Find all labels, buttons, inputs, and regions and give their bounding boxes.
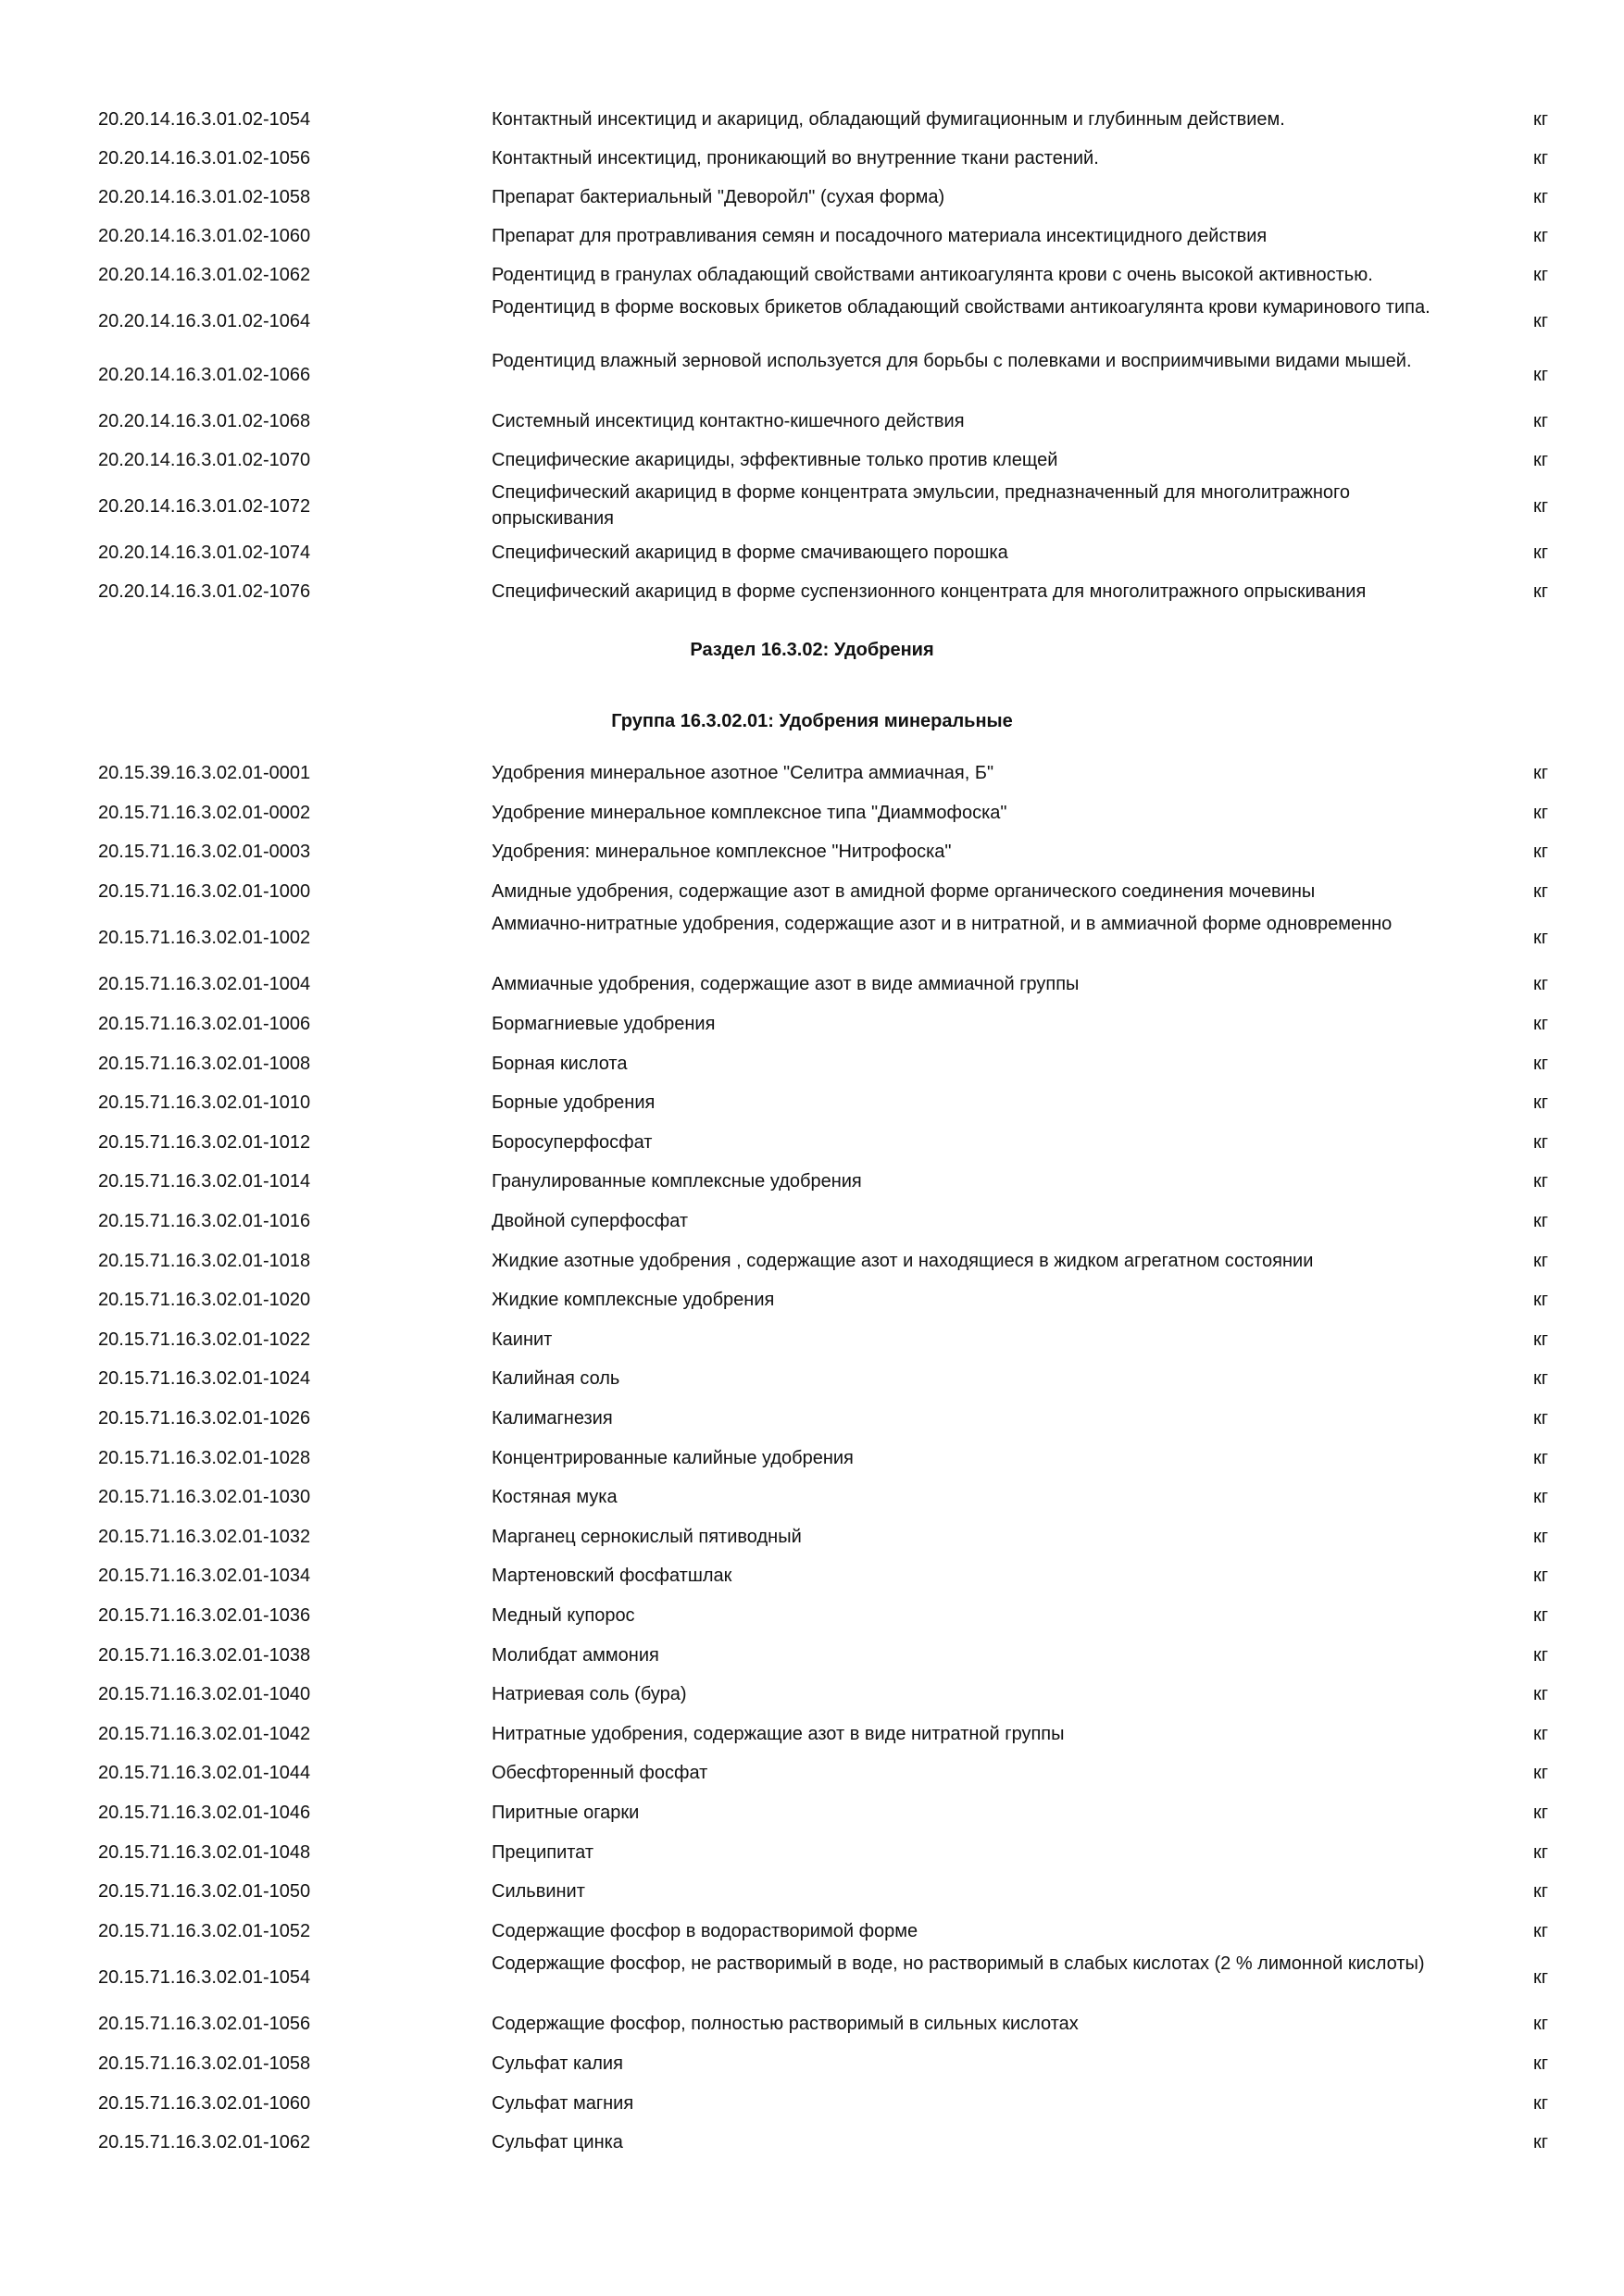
table-row [0,832,1624,872]
row-unit: кг [1533,1368,1549,1390]
row-name: Калимагнезия [492,1408,613,1429]
table-row [0,1399,1624,1439]
row-unit: кг [1533,1526,1549,1547]
row-unit: кг [1533,265,1549,285]
row-unit: кг [1533,411,1549,431]
row-code: 20.15.71.16.3.02.01-1032 [98,1526,311,1547]
row-name: Удобрение минеральное комплексное типа "Диаммофоска" [492,802,1007,823]
row-code: 20.15.71.16.3.02.01-1036 [98,1605,311,1626]
group-heading: Группа 16.3.02.01: Удобрения минеральные [611,711,1013,731]
row-unit: кг [1533,1250,1549,1271]
row-unit: кг [1533,1329,1549,1350]
row-unit: кг [1533,2014,1549,2035]
row-unit: кг [1533,1408,1549,1429]
table-row [0,402,1624,441]
row-code: 20.20.14.16.3.01.02-1076 [98,581,311,602]
row-unit: кг [1533,226,1549,246]
row-name: Сульфат цинка [492,2132,623,2153]
table-row [0,2123,1624,2163]
row-code: 20.15.71.16.3.02.01-1002 [98,928,311,949]
row-code: 20.15.71.16.3.02.01-1054 [98,1967,311,1989]
table-row [0,1951,1624,2004]
table-row [0,1004,1624,1044]
row-name: Специфический акарицид в форме концентрата эмульсии, предназначенный для многолитражного опрыскивания [492,482,1350,529]
row-name: Медный купорос [492,1605,635,1626]
row-name: Нитратные удобрения, содержащие азот в виде нитратной группы [492,1723,1065,1744]
table-row [0,1242,1624,1281]
row-name: Сульфат магния [492,2092,634,2114]
row-name: Молибдат аммония [492,1644,659,1666]
row-code: 20.15.71.16.3.02.01-1030 [98,1487,311,1508]
row-name: Содержащие фосфор, не растворимый в воде, но растворимый в слабых кислотах (2 % лимонной кислоты) [492,1953,1425,1975]
row-unit: кг [1533,1841,1549,1863]
row-unit: кг [1533,187,1549,207]
table-row [0,1359,1624,1399]
row-code: 20.20.14.16.3.01.02-1058 [98,187,311,207]
table-row [0,533,1624,572]
row-name: Системный инсектицид контактно-кишечного действия [492,411,965,431]
table-row [0,1556,1624,1596]
table-row [0,256,1624,294]
row-unit: кг [1533,1566,1549,1587]
row-unit: кг [1533,974,1549,995]
row-unit: кг [1533,1605,1549,1626]
table-row [0,1596,1624,1636]
row-code: 20.15.71.16.3.02.01-1014 [98,1171,311,1192]
section-heading: Раздел 16.3.02: Удобрения [690,640,934,660]
row-unit: кг [1533,1211,1549,1231]
table-row [0,572,1624,611]
table-row [0,1280,1624,1320]
row-code: 20.15.71.16.3.02.01-1018 [98,1250,311,1271]
table-row [0,911,1624,965]
row-code: 20.15.39.16.3.02.01-0001 [98,763,311,783]
row-code: 20.20.14.16.3.01.02-1054 [98,109,311,130]
table-row [0,1083,1624,1123]
row-name: Жидкие азотные удобрения , содержащие азот и находящиеся в жидком агрегатном состоянии [492,1250,1314,1271]
row-name: Амидные удобрения, содержащие азот в амидной форме органического соединения мочевины [492,880,1316,902]
row-unit: кг [1533,1920,1549,1941]
table-row [0,1912,1624,1952]
row-name: Калийная соль [492,1368,620,1390]
row-name: Родентицид в форме восковых брикетов обладающий свойствами антикоагулянта крови кумаринового типа. [492,297,1430,318]
row-unit: кг [1533,109,1549,130]
row-name: Концентрированные калийные удобрения [492,1447,854,1468]
row-code: 20.20.14.16.3.01.02-1060 [98,226,311,246]
row-unit: кг [1533,2053,1549,2074]
table-row [0,1753,1624,1793]
row-unit: кг [1533,311,1549,331]
table-row [0,1793,1624,1833]
row-unit: кг [1533,450,1549,470]
row-unit: кг [1533,1053,1549,1074]
table-row [0,965,1624,1004]
table-row [0,441,1624,480]
row-name: Гранулированные комплексные удобрения [492,1171,862,1192]
table-row [0,1517,1624,1557]
row-unit: кг [1533,1723,1549,1744]
row-name: Родентицид влажный зерновой используется для борьбы с полевками и восприимчивыми видами мышей. [492,351,1412,371]
table-row [0,1439,1624,1479]
row-name: Препарат бактериальный "Деворойл" (сухая форма) [492,187,945,207]
row-code: 20.15.71.16.3.02.01-1050 [98,1881,311,1903]
row-unit: кг [1533,1487,1549,1508]
table-row [0,1044,1624,1084]
row-code: 20.15.71.16.3.02.01-1012 [98,1131,311,1153]
row-code: 20.15.71.16.3.02.01-1040 [98,1684,311,1705]
row-code: 20.20.14.16.3.01.02-1056 [98,148,311,168]
row-code: 20.15.71.16.3.02.01-1024 [98,1368,311,1390]
table-row [0,1162,1624,1202]
row-name: Контактный инсектицид и акарицид, обладающий фумигационным и глубинным действием. [492,109,1285,130]
row-name: Мартеновский фосфатшлак [492,1566,732,1587]
table-row [0,1320,1624,1360]
table-row [0,1833,1624,1873]
row-code: 20.15.71.16.3.02.01-0003 [98,842,311,863]
table-row [0,1478,1624,1517]
row-name: Борные удобрения [492,1092,656,1114]
table-row [0,793,1624,833]
table-row [0,1636,1624,1676]
table-row [0,1715,1624,1754]
row-name: Марганец сернокислый пятиводный [492,1526,802,1547]
row-code: 20.15.71.16.3.02.01-1056 [98,2014,311,2035]
row-code: 20.15.71.16.3.02.01-1000 [98,880,311,902]
row-unit: кг [1533,2092,1549,2114]
row-unit: кг [1533,1014,1549,1034]
row-name: Двойной суперфосфат [492,1211,689,1231]
row-unit: кг [1533,1967,1549,1989]
table-row [0,480,1624,533]
row-code: 20.15.71.16.3.02.01-1008 [98,1053,311,1074]
row-code: 20.15.71.16.3.02.01-1006 [98,1014,311,1034]
table-row [0,2084,1624,2124]
row-code: 20.15.71.16.3.02.01-1038 [98,1644,311,1666]
row-code: 20.20.14.16.3.01.02-1072 [98,496,311,517]
row-name: Бормагниевые удобрения [492,1014,716,1034]
row-code: 20.15.71.16.3.02.01-0002 [98,802,311,823]
row-unit: кг [1533,763,1549,783]
row-unit: кг [1533,802,1549,823]
row-unit: кг [1533,1803,1549,1823]
row-code: 20.15.71.16.3.02.01-1060 [98,2092,311,2114]
row-name: Специфический акарицид в форме смачивающего порошка [492,543,1008,563]
row-unit: кг [1533,2132,1549,2153]
row-name: Аммиачно-нитратные удобрения, содержащие азот и в нитратной, и в аммиачной форме одновременно [492,914,1393,935]
row-unit: кг [1533,581,1549,602]
row-unit: кг [1533,1644,1549,1666]
row-code: 20.15.71.16.3.02.01-1048 [98,1841,311,1863]
row-unit: кг [1533,1684,1549,1705]
row-code: 20.15.71.16.3.02.01-1062 [98,2132,311,2153]
table-row [0,2044,1624,2084]
row-unit: кг [1533,1171,1549,1192]
row-unit: кг [1533,1092,1549,1114]
row-name: Сульфат калия [492,2053,623,2074]
row-unit: кг [1533,928,1549,949]
row-code: 20.15.71.16.3.02.01-1044 [98,1763,311,1784]
row-name: Пиритные огарки [492,1803,640,1823]
row-unit: кг [1533,1881,1549,1903]
table-row [0,139,1624,178]
table-row [0,294,1624,348]
row-name: Борная кислота [492,1053,628,1074]
table-row [0,872,1624,912]
row-name: Натриевая соль (бура) [492,1684,687,1705]
row-unit: кг [1533,1447,1549,1468]
table-row [0,217,1624,256]
row-code: 20.20.14.16.3.01.02-1070 [98,450,311,470]
table-row [0,2004,1624,2044]
row-name: Преципитат [492,1841,594,1863]
row-name: Содержащие фосфор, полностью растворимый в сильных кислотах [492,2014,1079,2035]
row-code: 20.15.71.16.3.02.01-1042 [98,1723,311,1744]
row-name: Контактный инсектицид, проникающий во внутренние ткани растений. [492,148,1099,168]
row-name: Специфические акарициды, эффективные только против клещей [492,450,1058,470]
row-code: 20.20.14.16.3.01.02-1068 [98,411,311,431]
table-row [0,754,1624,793]
table-row [0,1675,1624,1715]
table-row [0,178,1624,217]
row-code: 20.20.14.16.3.01.02-1074 [98,543,311,563]
row-unit: кг [1533,1290,1549,1311]
row-name: Удобрения: минеральное комплексное "Нитрофоска" [492,842,952,863]
row-unit: кг [1533,1763,1549,1784]
row-unit: кг [1533,496,1549,517]
row-name: Костяная мука [492,1487,618,1508]
row-name: Каинит [492,1329,553,1350]
row-unit: кг [1533,365,1549,385]
table-row [0,348,1624,402]
row-code: 20.15.71.16.3.02.01-1052 [98,1920,311,1941]
row-unit: кг [1533,1131,1549,1153]
row-code: 20.15.71.16.3.02.01-1022 [98,1329,311,1350]
row-unit: кг [1533,543,1549,563]
row-unit: кг [1533,880,1549,902]
row-code: 20.20.14.16.3.01.02-1062 [98,265,311,285]
row-name: Содержащие фосфор в водорастворимой форме [492,1920,918,1941]
row-name: Аммиачные удобрения, содержащие азот в виде аммиачной группы [492,974,1080,995]
row-name: Специфический акарицид в форме суспензионного концентрата для многолитражного опрыскивания [492,581,1367,602]
row-unit: кг [1533,148,1549,168]
row-code: 20.15.71.16.3.02.01-1010 [98,1092,311,1114]
row-name: Родентицид в гранулах обладающий свойствами антикоагулянта крови с очень высокой активностью. [492,265,1373,285]
row-code: 20.15.71.16.3.02.01-1034 [98,1566,311,1587]
row-code: 20.20.14.16.3.01.02-1066 [98,365,311,385]
table-row [0,1123,1624,1163]
row-code: 20.15.71.16.3.02.01-1028 [98,1447,311,1468]
row-name: Сильвинит [492,1881,585,1903]
row-code: 20.15.71.16.3.02.01-1046 [98,1803,311,1823]
table-row [0,1872,1624,1912]
row-code: 20.15.71.16.3.02.01-1020 [98,1290,311,1311]
row-code: 20.15.71.16.3.02.01-1058 [98,2053,311,2074]
row-name: Жидкие комплексные удобрения [492,1290,775,1311]
row-unit: кг [1533,842,1549,863]
row-code: 20.15.71.16.3.02.01-1026 [98,1408,311,1429]
row-code: 20.15.71.16.3.02.01-1016 [98,1211,311,1231]
table-row [0,100,1624,139]
table-row [0,1202,1624,1242]
row-code: 20.20.14.16.3.01.02-1064 [98,311,311,331]
row-name: Препарат для протравливания семян и посадочного материала инсектицидного действия [492,226,1268,246]
row-name: Обесфторенный фосфат [492,1763,708,1784]
row-name: Боросуперфосфат [492,1131,653,1153]
row-code: 20.15.71.16.3.02.01-1004 [98,974,311,995]
row-name: Удобрения минеральное азотное "Селитра аммиачная, Б" [492,763,994,783]
